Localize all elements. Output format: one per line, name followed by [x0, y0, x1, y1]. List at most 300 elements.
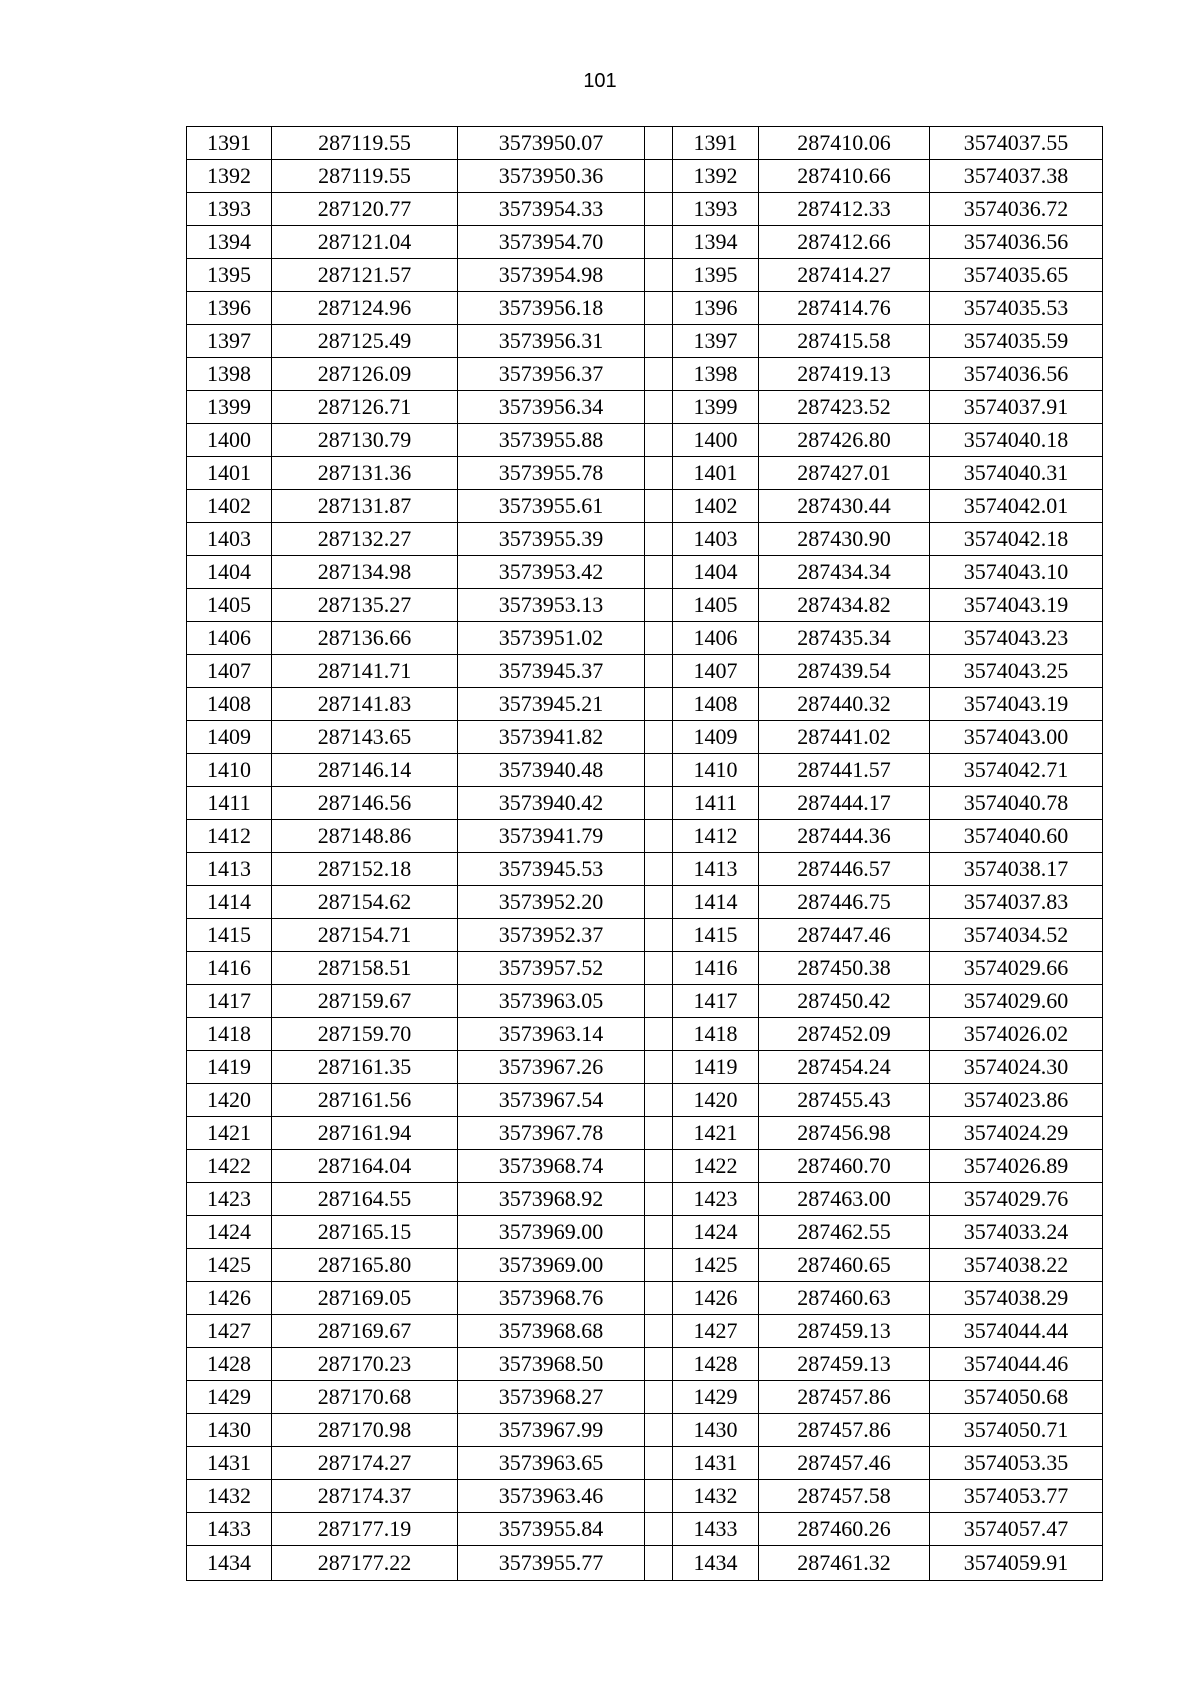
table-row: [187, 391, 1103, 424]
left-y-coordinate: 3573969.00: [458, 1216, 645, 1249]
left-y-coordinate: 3573967.99: [458, 1414, 645, 1447]
column-separator: [645, 589, 673, 622]
column-separator: [645, 424, 673, 457]
right-point-number: 1394: [673, 226, 759, 259]
right-y-coordinate: 3574043.23: [930, 622, 1103, 655]
right-point-number: 1392: [673, 160, 759, 193]
right-x-coordinate: 287435.34: [759, 622, 930, 655]
left-y-coordinate: 3573955.84: [458, 1513, 645, 1546]
column-separator: [645, 292, 673, 325]
left-point-number: 1404: [187, 556, 272, 589]
table-row: [187, 1480, 1103, 1513]
right-y-coordinate: 3574036.72: [930, 193, 1103, 226]
column-separator: [645, 1117, 673, 1150]
left-y-coordinate: 3573968.68: [458, 1315, 645, 1348]
right-point-number: 1416: [673, 952, 759, 985]
right-y-coordinate: 3574044.44: [930, 1315, 1103, 1348]
right-y-coordinate: 3574035.65: [930, 259, 1103, 292]
right-point-number: 1401: [673, 457, 759, 490]
table-row: [187, 1249, 1103, 1282]
right-point-number: 1418: [673, 1018, 759, 1051]
right-point-number: 1397: [673, 325, 759, 358]
right-y-coordinate: 3574029.66: [930, 952, 1103, 985]
right-y-coordinate: 3574035.59: [930, 325, 1103, 358]
left-y-coordinate: 3573963.14: [458, 1018, 645, 1051]
right-point-number: 1414: [673, 886, 759, 919]
column-separator: [645, 556, 673, 589]
column-separator: [645, 1249, 673, 1282]
left-x-coordinate: 287136.66: [272, 622, 458, 655]
left-y-coordinate: 3573941.82: [458, 721, 645, 754]
table-row: [187, 1282, 1103, 1315]
left-x-coordinate: 287141.83: [272, 688, 458, 721]
column-separator: [645, 1018, 673, 1051]
right-point-number: 1393: [673, 193, 759, 226]
column-separator: [645, 655, 673, 688]
left-x-coordinate: 287126.09: [272, 358, 458, 391]
left-y-coordinate: 3573968.27: [458, 1381, 645, 1414]
table-row: [187, 1183, 1103, 1216]
right-y-coordinate: 3574023.86: [930, 1084, 1103, 1117]
left-point-number: 1402: [187, 490, 272, 523]
left-point-number: 1411: [187, 787, 272, 820]
right-point-number: 1391: [673, 127, 759, 160]
table-row: [187, 655, 1103, 688]
right-x-coordinate: 287460.65: [759, 1249, 930, 1282]
right-point-number: 1425: [673, 1249, 759, 1282]
left-point-number: 1403: [187, 523, 272, 556]
left-y-coordinate: 3573968.92: [458, 1183, 645, 1216]
left-x-coordinate: 287165.15: [272, 1216, 458, 1249]
right-y-coordinate: 3574036.56: [930, 226, 1103, 259]
column-separator: [645, 787, 673, 820]
right-y-coordinate: 3574040.18: [930, 424, 1103, 457]
right-x-coordinate: 287463.00: [759, 1183, 930, 1216]
left-x-coordinate: 287131.36: [272, 457, 458, 490]
left-point-number: 1397: [187, 325, 272, 358]
right-x-coordinate: 287430.90: [759, 523, 930, 556]
left-point-number: 1415: [187, 919, 272, 952]
left-y-coordinate: 3573955.39: [458, 523, 645, 556]
table-row: [187, 886, 1103, 919]
right-x-coordinate: 287456.98: [759, 1117, 930, 1150]
left-x-coordinate: 287132.27: [272, 523, 458, 556]
left-x-coordinate: 287125.49: [272, 325, 458, 358]
left-point-number: 1428: [187, 1348, 272, 1381]
right-y-coordinate: 3574043.19: [930, 589, 1103, 622]
table-row: [187, 127, 1103, 160]
left-y-coordinate: 3573945.53: [458, 853, 645, 886]
left-point-number: 1395: [187, 259, 272, 292]
right-x-coordinate: 287410.06: [759, 127, 930, 160]
left-y-coordinate: 3573940.42: [458, 787, 645, 820]
left-point-number: 1400: [187, 424, 272, 457]
left-y-coordinate: 3573955.78: [458, 457, 645, 490]
left-y-coordinate: 3573956.18: [458, 292, 645, 325]
column-separator: [645, 886, 673, 919]
right-x-coordinate: 287447.46: [759, 919, 930, 952]
table-row: [187, 985, 1103, 1018]
column-separator: [645, 1084, 673, 1117]
table-row: [187, 490, 1103, 523]
left-y-coordinate: 3573954.98: [458, 259, 645, 292]
right-y-coordinate: 3574057.47: [930, 1513, 1103, 1546]
left-x-coordinate: 287119.55: [272, 127, 458, 160]
table-row: [187, 688, 1103, 721]
table-row: [187, 523, 1103, 556]
left-x-coordinate: 287152.18: [272, 853, 458, 886]
column-separator: [645, 160, 673, 193]
right-y-coordinate: 3574026.89: [930, 1150, 1103, 1183]
left-y-coordinate: 3573953.42: [458, 556, 645, 589]
left-point-number: 1394: [187, 226, 272, 259]
column-separator: [645, 523, 673, 556]
left-point-number: 1409: [187, 721, 272, 754]
left-y-coordinate: 3573963.65: [458, 1447, 645, 1480]
left-y-coordinate: 3573956.34: [458, 391, 645, 424]
right-point-number: 1405: [673, 589, 759, 622]
right-y-coordinate: 3574026.02: [930, 1018, 1103, 1051]
right-x-coordinate: 287412.33: [759, 193, 930, 226]
column-separator: [645, 1216, 673, 1249]
left-point-number: 1393: [187, 193, 272, 226]
left-x-coordinate: 287164.55: [272, 1183, 458, 1216]
table-row: [187, 1546, 1103, 1581]
column-separator: [645, 1414, 673, 1447]
left-y-coordinate: 3573968.74: [458, 1150, 645, 1183]
right-x-coordinate: 287459.13: [759, 1315, 930, 1348]
right-x-coordinate: 287460.70: [759, 1150, 930, 1183]
left-x-coordinate: 287174.27: [272, 1447, 458, 1480]
left-x-coordinate: 287164.04: [272, 1150, 458, 1183]
left-x-coordinate: 287141.71: [272, 655, 458, 688]
right-y-coordinate: 3574043.00: [930, 721, 1103, 754]
left-x-coordinate: 287177.19: [272, 1513, 458, 1546]
left-point-number: 1431: [187, 1447, 272, 1480]
right-y-coordinate: 3574050.71: [930, 1414, 1103, 1447]
left-x-coordinate: 287124.96: [272, 292, 458, 325]
right-y-coordinate: 3574037.83: [930, 886, 1103, 919]
right-x-coordinate: 287460.26: [759, 1513, 930, 1546]
left-point-number: 1419: [187, 1051, 272, 1084]
right-x-coordinate: 287455.43: [759, 1084, 930, 1117]
left-point-number: 1401: [187, 457, 272, 490]
column-separator: [645, 754, 673, 787]
right-point-number: 1402: [673, 490, 759, 523]
table-row: [187, 1084, 1103, 1117]
column-separator: [645, 1282, 673, 1315]
right-y-coordinate: 3574038.17: [930, 853, 1103, 886]
table-row: [187, 1018, 1103, 1051]
left-x-coordinate: 287121.04: [272, 226, 458, 259]
right-y-coordinate: 3574035.53: [930, 292, 1103, 325]
right-y-coordinate: 3574053.35: [930, 1447, 1103, 1480]
left-x-coordinate: 287158.51: [272, 952, 458, 985]
table-row: [187, 226, 1103, 259]
right-point-number: 1426: [673, 1282, 759, 1315]
left-y-coordinate: 3573950.36: [458, 160, 645, 193]
left-x-coordinate: 287159.70: [272, 1018, 458, 1051]
left-point-number: 1433: [187, 1513, 272, 1546]
right-x-coordinate: 287434.34: [759, 556, 930, 589]
right-x-coordinate: 287446.57: [759, 853, 930, 886]
left-point-number: 1416: [187, 952, 272, 985]
left-x-coordinate: 287161.35: [272, 1051, 458, 1084]
right-point-number: 1410: [673, 754, 759, 787]
left-x-coordinate: 287131.87: [272, 490, 458, 523]
left-y-coordinate: 3573956.31: [458, 325, 645, 358]
table-row: [187, 1315, 1103, 1348]
left-point-number: 1392: [187, 160, 272, 193]
right-y-coordinate: 3574043.25: [930, 655, 1103, 688]
table-row: [187, 787, 1103, 820]
right-point-number: 1424: [673, 1216, 759, 1249]
table-row: [187, 721, 1103, 754]
column-separator: [645, 193, 673, 226]
column-separator: [645, 1546, 673, 1581]
right-point-number: 1396: [673, 292, 759, 325]
left-x-coordinate: 287134.98: [272, 556, 458, 589]
left-point-number: 1421: [187, 1117, 272, 1150]
left-x-coordinate: 287148.86: [272, 820, 458, 853]
left-point-number: 1424: [187, 1216, 272, 1249]
right-y-coordinate: 3574024.30: [930, 1051, 1103, 1084]
table-row: [187, 259, 1103, 292]
column-separator: [645, 1315, 673, 1348]
table-row: [187, 424, 1103, 457]
left-y-coordinate: 3573967.78: [458, 1117, 645, 1150]
column-separator: [645, 688, 673, 721]
page-number: 101: [583, 70, 617, 92]
column-separator: [645, 358, 673, 391]
column-separator: [645, 226, 673, 259]
column-separator: [645, 259, 673, 292]
column-separator: [645, 325, 673, 358]
left-point-number: 1427: [187, 1315, 272, 1348]
coordinates-table: [186, 126, 1103, 1581]
right-y-coordinate: 3574040.60: [930, 820, 1103, 853]
left-point-number: 1418: [187, 1018, 272, 1051]
right-x-coordinate: 287457.86: [759, 1414, 930, 1447]
right-x-coordinate: 287444.17: [759, 787, 930, 820]
table-row: [187, 1216, 1103, 1249]
left-y-coordinate: 3573968.76: [458, 1282, 645, 1315]
left-point-number: 1432: [187, 1480, 272, 1513]
column-separator: [645, 457, 673, 490]
right-x-coordinate: 287452.09: [759, 1018, 930, 1051]
left-point-number: 1410: [187, 754, 272, 787]
right-x-coordinate: 287441.57: [759, 754, 930, 787]
left-y-coordinate: 3573940.48: [458, 754, 645, 787]
right-x-coordinate: 287459.13: [759, 1348, 930, 1381]
right-y-coordinate: 3574034.52: [930, 919, 1103, 952]
left-y-coordinate: 3573963.05: [458, 985, 645, 1018]
table-row: [187, 622, 1103, 655]
left-point-number: 1414: [187, 886, 272, 919]
column-separator: [645, 853, 673, 886]
table-row: [187, 457, 1103, 490]
right-y-coordinate: 3574038.29: [930, 1282, 1103, 1315]
right-point-number: 1428: [673, 1348, 759, 1381]
right-point-number: 1423: [673, 1183, 759, 1216]
table-row: [187, 325, 1103, 358]
right-point-number: 1404: [673, 556, 759, 589]
left-point-number: 1396: [187, 292, 272, 325]
right-x-coordinate: 287410.66: [759, 160, 930, 193]
left-x-coordinate: 287169.05: [272, 1282, 458, 1315]
column-separator: [645, 1381, 673, 1414]
left-point-number: 1399: [187, 391, 272, 424]
column-separator: [645, 1183, 673, 1216]
right-y-coordinate: 3574053.77: [930, 1480, 1103, 1513]
table-row: [187, 1117, 1103, 1150]
table-row: [187, 1348, 1103, 1381]
right-x-coordinate: 287454.24: [759, 1051, 930, 1084]
left-point-number: 1391: [187, 127, 272, 160]
column-separator: [645, 1447, 673, 1480]
right-point-number: 1433: [673, 1513, 759, 1546]
column-separator: [645, 1480, 673, 1513]
left-point-number: 1434: [187, 1546, 272, 1581]
table-row: [187, 1150, 1103, 1183]
left-x-coordinate: 287130.79: [272, 424, 458, 457]
left-y-coordinate: 3573953.13: [458, 589, 645, 622]
left-point-number: 1408: [187, 688, 272, 721]
left-x-coordinate: 287146.56: [272, 787, 458, 820]
right-point-number: 1415: [673, 919, 759, 952]
right-point-number: 1408: [673, 688, 759, 721]
left-y-coordinate: 3573952.37: [458, 919, 645, 952]
left-x-coordinate: 287126.71: [272, 391, 458, 424]
left-y-coordinate: 3573955.61: [458, 490, 645, 523]
left-x-coordinate: 287174.37: [272, 1480, 458, 1513]
right-y-coordinate: 3574029.60: [930, 985, 1103, 1018]
left-y-coordinate: 3573967.26: [458, 1051, 645, 1084]
table-row: [187, 556, 1103, 589]
right-x-coordinate: 287450.42: [759, 985, 930, 1018]
left-point-number: 1413: [187, 853, 272, 886]
table-row: [187, 754, 1103, 787]
column-separator: [645, 820, 673, 853]
left-x-coordinate: 287159.67: [272, 985, 458, 1018]
column-separator: [645, 1348, 673, 1381]
left-x-coordinate: 287121.57: [272, 259, 458, 292]
right-x-coordinate: 287444.36: [759, 820, 930, 853]
left-y-coordinate: 3573954.70: [458, 226, 645, 259]
right-y-coordinate: 3574043.19: [930, 688, 1103, 721]
table-row: [187, 358, 1103, 391]
left-x-coordinate: 287154.71: [272, 919, 458, 952]
right-point-number: 1409: [673, 721, 759, 754]
right-point-number: 1406: [673, 622, 759, 655]
right-point-number: 1413: [673, 853, 759, 886]
column-separator: [645, 1150, 673, 1183]
left-y-coordinate: 3573956.37: [458, 358, 645, 391]
right-x-coordinate: 287415.58: [759, 325, 930, 358]
left-x-coordinate: 287170.23: [272, 1348, 458, 1381]
right-point-number: 1431: [673, 1447, 759, 1480]
right-y-coordinate: 3574029.76: [930, 1183, 1103, 1216]
table-row: [187, 1381, 1103, 1414]
table-row: [187, 193, 1103, 226]
left-y-coordinate: 3573952.20: [458, 886, 645, 919]
left-y-coordinate: 3573969.00: [458, 1249, 645, 1282]
table-row: [187, 292, 1103, 325]
right-y-coordinate: 3574043.10: [930, 556, 1103, 589]
table-row: [187, 1447, 1103, 1480]
right-point-number: 1427: [673, 1315, 759, 1348]
table-row: [187, 589, 1103, 622]
column-separator: [645, 1051, 673, 1084]
left-point-number: 1426: [187, 1282, 272, 1315]
table-row: [187, 1513, 1103, 1546]
left-point-number: 1407: [187, 655, 272, 688]
table-row: [187, 160, 1103, 193]
right-y-coordinate: 3574037.38: [930, 160, 1103, 193]
right-x-coordinate: 287460.63: [759, 1282, 930, 1315]
right-point-number: 1399: [673, 391, 759, 424]
right-x-coordinate: 287414.76: [759, 292, 930, 325]
right-y-coordinate: 3574036.56: [930, 358, 1103, 391]
left-y-coordinate: 3573950.07: [458, 127, 645, 160]
right-x-coordinate: 287461.32: [759, 1546, 930, 1581]
column-separator: [645, 985, 673, 1018]
left-point-number: 1425: [187, 1249, 272, 1282]
right-y-coordinate: 3574040.31: [930, 457, 1103, 490]
right-x-coordinate: 287412.66: [759, 226, 930, 259]
left-x-coordinate: 287170.98: [272, 1414, 458, 1447]
right-y-coordinate: 3574044.46: [930, 1348, 1103, 1381]
left-y-coordinate: 3573967.54: [458, 1084, 645, 1117]
left-x-coordinate: 287165.80: [272, 1249, 458, 1282]
left-point-number: 1398: [187, 358, 272, 391]
column-separator: [645, 622, 673, 655]
left-point-number: 1417: [187, 985, 272, 1018]
column-separator: [645, 1513, 673, 1546]
left-y-coordinate: 3573968.50: [458, 1348, 645, 1381]
right-point-number: 1422: [673, 1150, 759, 1183]
right-x-coordinate: 287423.52: [759, 391, 930, 424]
right-point-number: 1432: [673, 1480, 759, 1513]
right-point-number: 1419: [673, 1051, 759, 1084]
column-separator: [645, 919, 673, 952]
right-point-number: 1412: [673, 820, 759, 853]
right-x-coordinate: 287441.02: [759, 721, 930, 754]
left-point-number: 1420: [187, 1084, 272, 1117]
left-point-number: 1429: [187, 1381, 272, 1414]
right-x-coordinate: 287462.55: [759, 1216, 930, 1249]
coordinates-table-body: [187, 127, 1103, 1581]
left-point-number: 1412: [187, 820, 272, 853]
column-separator: [645, 952, 673, 985]
right-x-coordinate: 287414.27: [759, 259, 930, 292]
left-x-coordinate: 287169.67: [272, 1315, 458, 1348]
right-x-coordinate: 287430.44: [759, 490, 930, 523]
right-x-coordinate: 287439.54: [759, 655, 930, 688]
left-x-coordinate: 287161.94: [272, 1117, 458, 1150]
right-x-coordinate: 287426.80: [759, 424, 930, 457]
left-y-coordinate: 3573945.37: [458, 655, 645, 688]
right-point-number: 1430: [673, 1414, 759, 1447]
left-x-coordinate: 287120.77: [272, 193, 458, 226]
left-x-coordinate: 287161.56: [272, 1084, 458, 1117]
left-y-coordinate: 3573951.02: [458, 622, 645, 655]
right-y-coordinate: 3574038.22: [930, 1249, 1103, 1282]
column-separator: [645, 391, 673, 424]
left-x-coordinate: 287177.22: [272, 1546, 458, 1581]
left-x-coordinate: 287143.65: [272, 721, 458, 754]
table-row: [187, 952, 1103, 985]
